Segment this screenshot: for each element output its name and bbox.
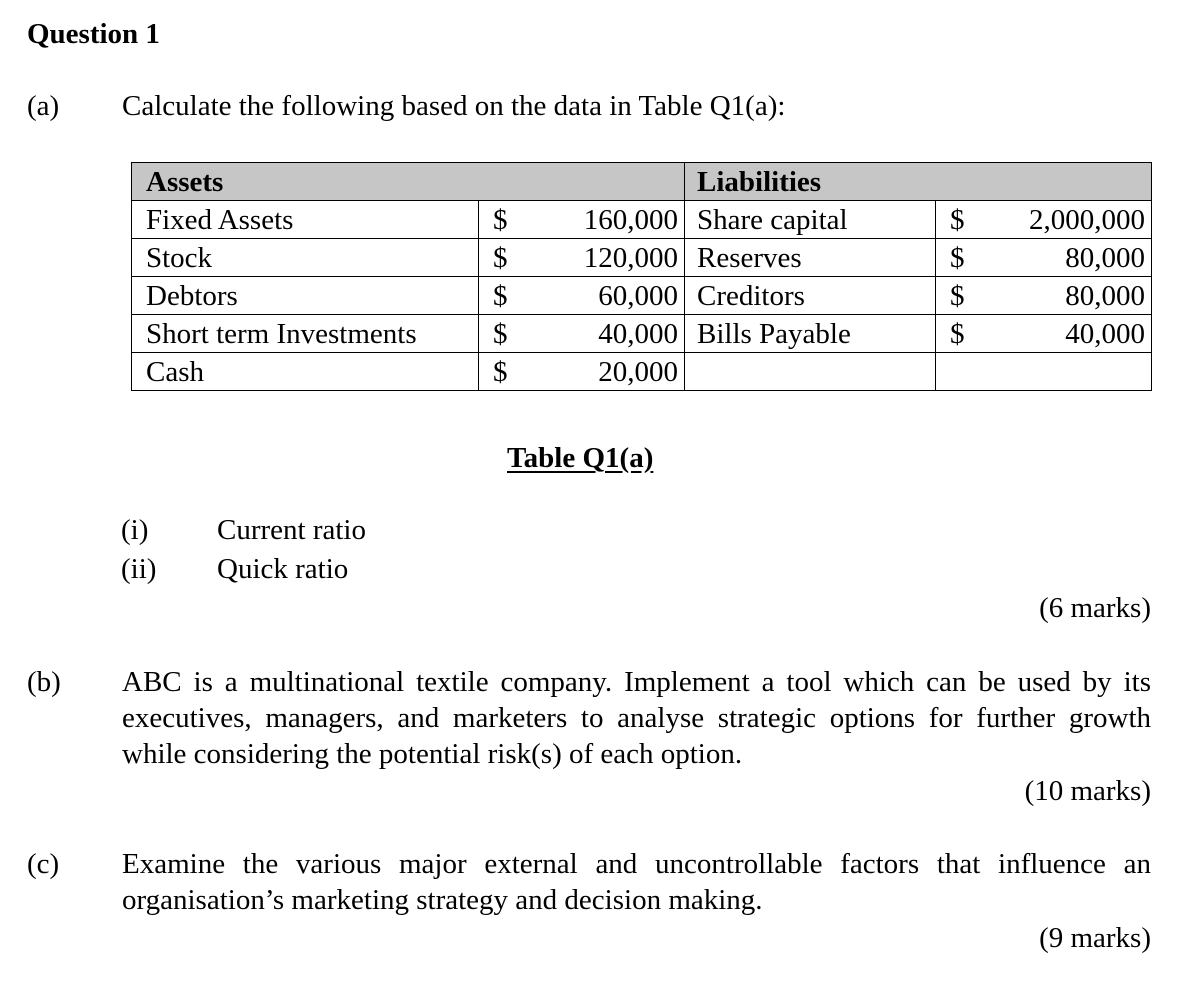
liability-amount bbox=[936, 315, 1152, 353]
liability-currency: $ bbox=[950, 317, 965, 350]
asset-label: Cash bbox=[132, 353, 479, 391]
subpart-text: Current ratio bbox=[217, 514, 366, 546]
part-a-label: (a) bbox=[27, 90, 60, 122]
asset-label: Fixed Assets bbox=[132, 201, 479, 239]
liability-amount bbox=[936, 277, 1152, 315]
part-b-text: ABC is a multinational textile company. Implement a tool which can be used by its executives, managers, and marketers to analyse strategic options for further growth while considering the potential risk(s) of each option. bbox=[122, 666, 1151, 770]
table-header-row bbox=[132, 163, 1152, 201]
asset-amount bbox=[479, 277, 685, 315]
asset-amount bbox=[479, 353, 685, 391]
liability-amount bbox=[936, 201, 1152, 239]
part-b-label: (b) bbox=[27, 666, 61, 698]
liability-label: Creditors bbox=[685, 277, 936, 315]
part-a-instruction: Calculate the following based on the data in Table Q1(a): bbox=[122, 90, 786, 122]
liability-label: Reserves bbox=[685, 239, 936, 277]
part-b-marks: (10 marks) bbox=[1024, 775, 1151, 807]
asset-value: 160,000 bbox=[583, 203, 678, 236]
asset-value: 120,000 bbox=[583, 241, 678, 274]
header-liabilities: Liabilities bbox=[685, 163, 1152, 201]
liability-amount bbox=[936, 239, 1152, 277]
asset-amount bbox=[479, 201, 685, 239]
table-row bbox=[132, 353, 1152, 391]
part-c-marks: (9 marks) bbox=[1039, 922, 1151, 954]
asset-currency: $ bbox=[493, 203, 508, 236]
liability-currency: $ bbox=[950, 279, 965, 312]
table-caption: Table Q1(a) bbox=[507, 442, 654, 474]
asset-value: 60,000 bbox=[598, 279, 678, 312]
asset-value: 20,000 bbox=[598, 355, 678, 388]
liability-currency: $ bbox=[950, 203, 965, 236]
liability-value: 80,000 bbox=[1065, 241, 1146, 274]
balance-sheet-table bbox=[131, 162, 1152, 391]
liability-label bbox=[685, 353, 936, 391]
asset-currency: $ bbox=[493, 279, 508, 312]
liability-value: 40,000 bbox=[1065, 317, 1146, 350]
table-row bbox=[132, 201, 1152, 239]
asset-label: Debtors bbox=[132, 277, 479, 315]
asset-amount bbox=[479, 239, 685, 277]
question-title: Question 1 bbox=[27, 18, 160, 50]
part-c-text: Examine the various major external and uncontrollable factors that influence an organisation’s marketing strategy and decision making. bbox=[122, 848, 1151, 916]
asset-label: Stock bbox=[132, 239, 479, 277]
asset-currency: $ bbox=[493, 355, 508, 388]
table-row bbox=[132, 277, 1152, 315]
liability-amount bbox=[936, 353, 1152, 391]
subpart-label: (ii) bbox=[121, 553, 157, 585]
subpart-text: Quick ratio bbox=[217, 553, 349, 585]
header-assets: Assets bbox=[132, 163, 685, 201]
asset-currency: $ bbox=[493, 317, 508, 350]
part-a-marks: (6 marks) bbox=[1039, 592, 1151, 624]
asset-currency: $ bbox=[493, 241, 508, 274]
subpart-label: (i) bbox=[121, 514, 149, 546]
liability-label: Bills Payable bbox=[685, 315, 936, 353]
liability-value: 80,000 bbox=[1065, 279, 1146, 312]
asset-amount bbox=[479, 315, 685, 353]
table-row bbox=[132, 239, 1152, 277]
asset-value: 40,000 bbox=[598, 317, 678, 350]
table-row bbox=[132, 315, 1152, 353]
liability-value: 2,000,000 bbox=[1029, 203, 1146, 236]
asset-label: Short term Investments bbox=[132, 315, 479, 353]
liability-currency: $ bbox=[950, 241, 965, 274]
liability-label: Share capital bbox=[685, 201, 936, 239]
part-c-label: (c) bbox=[27, 848, 60, 880]
